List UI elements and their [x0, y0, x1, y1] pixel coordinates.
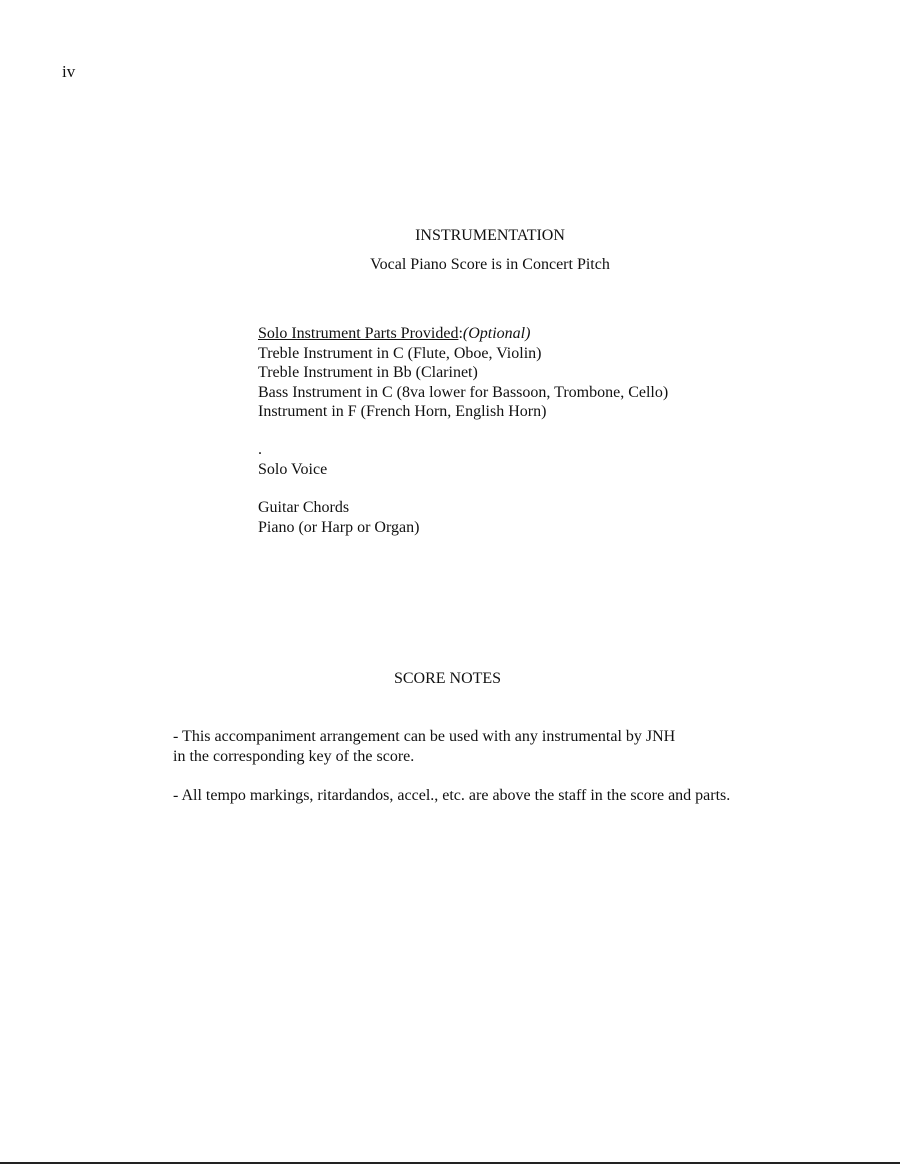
- accompaniment-group: [258, 498, 419, 537]
- solo-voice-label: Solo Voice: [258, 460, 328, 478]
- instrumentation-subtitle: Vocal Piano Score is in Concert Pitch: [370, 256, 610, 273]
- accompaniment-item: Guitar Chords: [258, 499, 350, 516]
- solo-part-item: Treble Instrument in C (Flute, Oboe, Violin): [258, 344, 542, 362]
- note-spacer: [173, 766, 730, 786]
- score-note-2: - All tempo markings, ritardandos, accel., etc. are above the staff in the score and parts.: [173, 786, 731, 804]
- solo-part-item: Bass Instrument in C (8va lower for Bassoon, Trombone, Cello): [258, 383, 669, 401]
- accompaniment-item: Piano (or Harp or Organ): [258, 518, 420, 536]
- solo-part-item: Treble Instrument in Bb (Clarinet): [258, 364, 478, 381]
- solo-part-item: Instrument in F (French Horn, English Horn): [258, 403, 547, 420]
- stray-period-mark: .: [258, 441, 262, 458]
- score-notes-list: [173, 727, 730, 805]
- score-note-1-line-1: - This accompaniment arrangement can be used with any instrumental by JNH: [173, 728, 676, 745]
- solo-parts-heading-label: Solo Instrument Parts Provided: [258, 325, 459, 342]
- solo-parts-heading-separator: :: [458, 325, 463, 342]
- page-number: iv: [62, 62, 76, 81]
- solo-parts-list: [258, 324, 668, 422]
- score-notes-title: SCORE NOTES: [393, 670, 502, 687]
- score-note-1-line-2: in the corresponding key of the score.: [173, 747, 415, 765]
- voice-group: [258, 440, 327, 479]
- solo-parts-heading: [258, 324, 668, 344]
- instrumentation-title: INSTRUMENTATION: [415, 227, 565, 244]
- solo-parts-optional-note: (Optional): [462, 325, 531, 342]
